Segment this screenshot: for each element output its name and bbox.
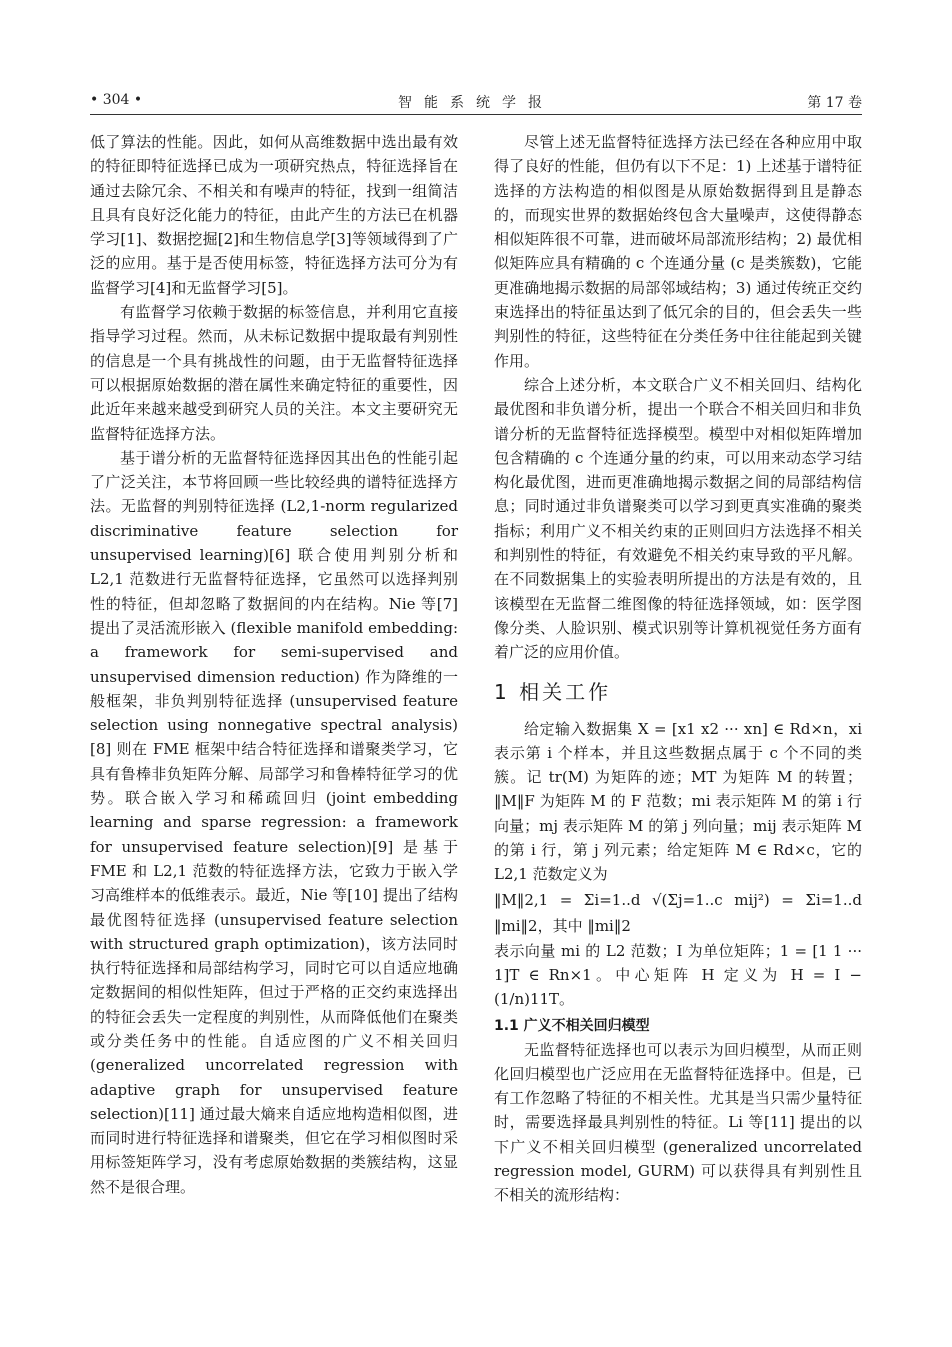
- header-rule: [90, 114, 862, 115]
- page-number: • 304 •: [90, 92, 143, 108]
- paragraph: 综合上述分析，本文联合广义不相关回归、结构化最优图和非负谱分析，提出一个联合不相关回归和非负谱分析的无监督特征选择模型。模型中对相似矩阵增加包含精确的 c 个连通分量的约束，可以用来动态学习结构化最优图，进而更准确地揭示数据之间的局部结构信息；同时通过非负谱聚类可以学习到更真实准确的聚类指标；利用广义不相关约束的正则回归方法选择不相关和判别性的特征，有效避免不相关约束导致的平凡解。在不同数据集上的实验表明所提出的方法是有效的，且该模型在无监督二维图像的特征选择领域，如：医学图像分类、人脸识别、模式识别等计算机视觉任务方面有着广泛的应用价值。: [494, 375, 862, 662]
- volume-label: 第 17 卷: [807, 95, 862, 111]
- paragraph: 无监督特征选择也可以表示为回归模型，从而正则化回归模型也广泛应用在无监督特征选择中。但是，已有工作忽略了特征的不相关性。尤其是当只需少量特征时，需要选择最具判别性的特征。Li 等[11] 提出的以下广义不相关回归模型 (generalized uncorrelated regression model, GURM) 可以获得具有判别性且不相关的流形结构：: [494, 1040, 862, 1205]
- paragraph: 给定输入数据集 X = [x1 x2 ··· xn] ∈ Rd×n，xi 表示第 i 个样本，并且这些数据点属于 c 个不同的类簇。记 tr(M) 为矩阵的迹；MT 为矩阵 M 的转置；‖M‖F 为矩阵 M 的 F 范数；mi 表示矩阵 M 的第 i 行向量；mj 表示矩阵 M 的第 j 列向量；mij 表示矩阵 M 的第 i 行，第 j 列元素；给定矩阵 M ∈ Rd×c，它的 L2,1 范数定义为: [494, 719, 862, 884]
- right-column: [494, 130, 862, 1208]
- section-heading: 1 相关工作: [494, 679, 612, 704]
- equation: ‖M‖2,1 = Σi=1..d √(Σj=1..c mij²) = Σi=1..d ‖mi‖2，其中 ‖mi‖2: [494, 890, 862, 935]
- paragraph: 表示向量 mi 的 L2 范数；I 为单位矩阵；1 = [1 1 ··· 1]T ∈ Rn×1。中心矩阵 H 定义为 H = I − (1/n)11T。: [494, 941, 862, 1009]
- running-header: [90, 88, 862, 110]
- paragraph: 基于谱分析的无监督特征选择因其出色的性能引起了广泛关注，本节将回顾一些比较经典的谱特征选择方法。无监督的判别特征选择 (L2,1-norm regularized discriminative feature selection for unsupervised learning)[6] 联合使用判别分析和 L2,1 范数进行无监督特征选择，它虽然可以选择判别性的特征，但却忽略了数据间的内在结构。Nie 等[7] 提出了灵活流形嵌入 (flexible manifold embedding: a framework for semi-supervised and unsupervised dimension reduction) 作为降维的一般框架，非负判别特征选择 (unsupervised feature selection using nonnegative spectral analysis)[8] 则在 FME 框架中结合特征选择和谱聚类学习，它具有鲁棒非负矩阵分解、局部学习和鲁棒特征学习的优势。联合嵌入学习和稀疏回归 (joint embedding learning and sparse regression: a framework for unsupervised feature selection)[9] 是基于 FME 和 L2,1 范数的特征选择方法，它致力于嵌入学习高维样本的低维表示。最近，Nie 等[10] 提出了结构最优图特征选择 (unsupervised feature selection with structured graph optimization)，该方法同时执行特征选择和局部结构学习，同时它可以自适应地确定数据间的相似性矩阵，但过于严格的正交约束选择出的特征会丢失一定程度的判别性，从而降低他们在聚类或分类任务中的性能。自适应图的广义不相关回归 (generalized uncorrelated regression with adaptive graph for unsupervised feature selection)[11] 通过最大熵来自适应地构造相似图，进而同时进行特征选择和谱聚类，但它在学习相似图时采用标签矩阵学习，没有考虑原始数据的类簇结构，这显然不是很合理。: [90, 448, 458, 1196]
- paragraph: 有监督学习依赖于数据的标签信息，并利用它直接指导学习过程。然而，从未标记数据中提取最有判别性的信息是一个具有挑战性的问题，由于无监督特征选择可以根据原始数据的潜在属性来确定特征的重要性，因此近年来越来越受到研究人员的关注。本文主要研究无监督特征选择方法。: [90, 303, 458, 443]
- paragraph: 尽管上述无监督特征选择方法已经在各种应用中取得了良好的性能，但仍有以下不足：1) 上述基于谱特征选择的方法构造的相似图是从原始数据得到且是静态的，而现实世界的数据始终包含大量噪声，这使得静态相似矩阵很不可靠，进而破坏局部流形结构；2) 最优相似矩阵应具有精确的 c 个连通分量 (c 是类簇数)，它能更准确地揭示数据的局部邻域结构；3) 通过传统正交约束选择出的特征虽达到了低冗余的目的，但会丢失一些判别性的特征，这些特征在分类任务中往往能起到关键作用。: [494, 133, 862, 370]
- journal-title: 智能系统学报: [398, 95, 554, 111]
- left-column: [90, 130, 458, 1199]
- subsection-heading: 1.1 广义不相关回归模型: [494, 1017, 650, 1034]
- paragraph: 低了算法的性能。因此，如何从高维数据中选出最有效的特征即特征选择已成为一项研究热点，特征选择旨在通过去除冗余、不相关和有噪声的特征，找到一组简洁且具有良好泛化能力的特征，由此产生的方法已在机器学习[1]、数据挖掘[2]和生物信息学[3]等领域得到了广泛的应用。基于是否使用标签，特征选择方法可分为有监督学习[4]和无监督学习[5]。: [90, 133, 458, 297]
